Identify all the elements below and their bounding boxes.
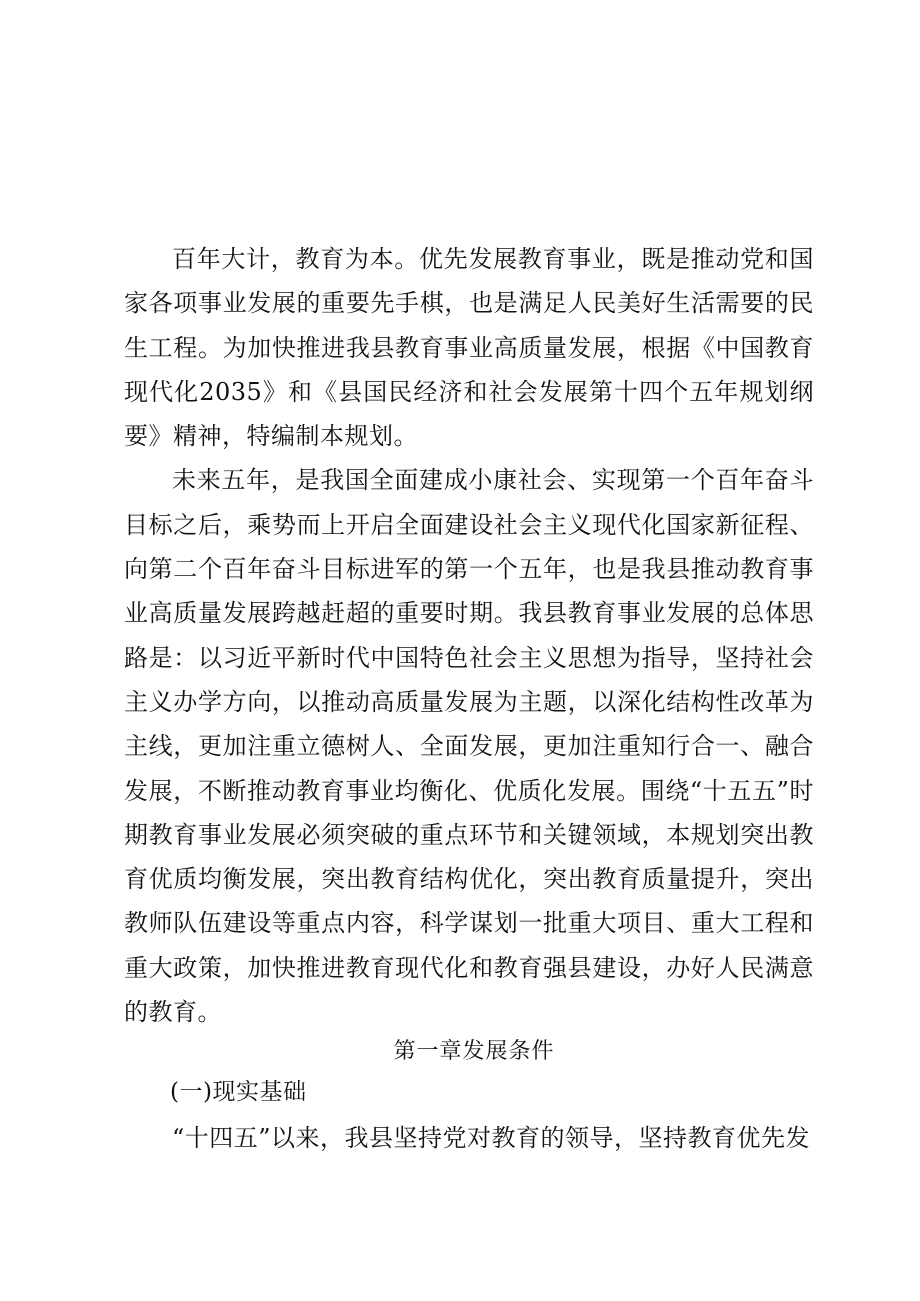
- intro-paragraph: 百年大计，教育为本。优先发展教育事业，既是推动党和国家各项事业发展的重要先手棋，也是满足人民美好生活需要的民生工程。为加快推进我县教育事业高质量发展，根据《中国教育现代化2035》和《县国民经济和社会发展第十四个五年规划纲要》精神，特编制本规划。: [124, 245, 814, 451]
- section-heading: (一)现实基础: [170, 1079, 307, 1106]
- chapter-heading: 第一章发展条件: [393, 1039, 555, 1065]
- document-body: [124, 237, 814, 1161]
- section-paragraph: “十四五”以来，我县坚持党对教育的领导，坚持教育优先发: [172, 1124, 811, 1153]
- overview-paragraph: 未来五年，是我国全面建成小康社会、实现第一个百年奋斗目标之后，乘势而上开启全面建设社会主义现代化国家新征程、向第二个百年奋斗目标进军的第一个五年，也是我县推动教育事业高质量发展跨越赶超的重要时期。我县教育事业发展的总体思路是：以习近平新时代中国特色社会主义思想为指导，坚持社会主义办学方向，以推动高质量发展为主题，以深化结构性改革为主线，更加注重立德树人、全面发展，更加注重知行合一、融合发展，不断推动教育事业均衡化、优质化发展。围绕“十五五”时期教育事业发展必须突破的重点环节和关键领域，本规划突出教育优质均衡发展，突出教育结构优化，突出教育质量提升，突出教师队伍建设等重点内容，科学谋划一批重大项目、重大工程和重大政策，加快推进教育现代化和教育强县建设，办好人民满意的教育。: [124, 466, 814, 1027]
